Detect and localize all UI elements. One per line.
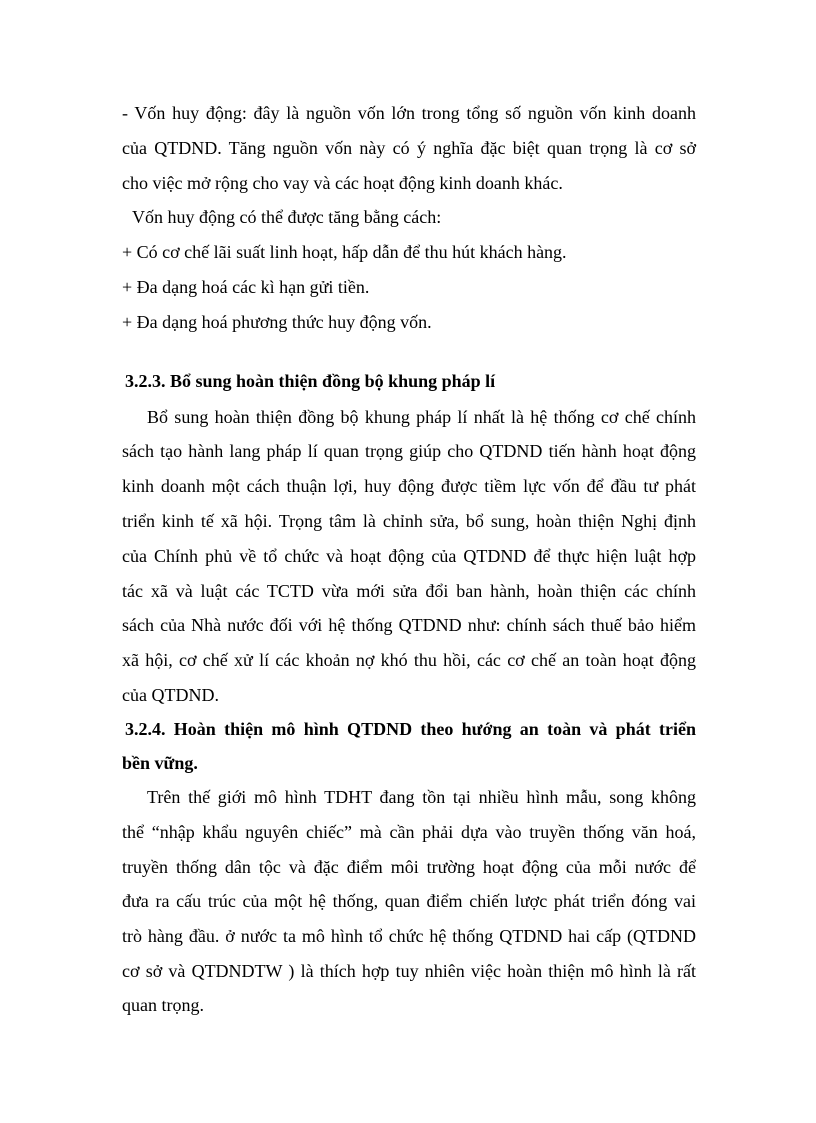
list-item: + Đa dạng hoá các kì hạn gửi tiền.	[122, 277, 370, 297]
text-line: quan trọng.	[122, 995, 204, 1015]
text-line: của QTDND.	[122, 685, 219, 705]
section-heading: 3.2.3. Bổ sung hoàn thiện đồng bộ khung pháp lí	[125, 371, 496, 391]
text-line: triển kinh tế xã hội. Trọng tâm là chỉnh sửa, bổ sung, hoàn thiện Nghị định	[122, 511, 696, 531]
section-heading-continued: bền vững.	[122, 753, 198, 773]
text-line: đưa ra cấu trúc của một hệ thống, quan điểm chiến lược phát triển đóng vai	[122, 891, 696, 911]
text-line: truyền thống dân tộc và đặc điểm môi trường hoạt động của mỗi nước để	[122, 857, 696, 877]
text-line: Trên thế giới mô hình TDHT đang tồn tại nhiều hình mẫu, song không	[147, 787, 696, 807]
text-line: sách của Nhà nước đối với hệ thống QTDND như: chính sách thuế bảo hiểm	[122, 615, 696, 635]
text-line: kinh doanh một cách thuận lợi, huy động được tiềm lực vốn để đầu tư phát	[122, 476, 696, 496]
list-item: + Có cơ chế lãi suất linh hoạt, hấp dẫn để thu hút khách hàng.	[122, 242, 567, 262]
text-line: Bổ sung hoàn thiện đồng bộ khung pháp lí nhất là hệ thống cơ chế chính	[147, 407, 696, 427]
text-line: sách tạo hành lang pháp lí quan trọng giúp cho QTDND tiến hành hoạt động	[122, 441, 696, 461]
text-line: tác xã và luật các TCTD vừa mới sửa đổi ban hành, hoàn thiện các chính	[122, 581, 696, 601]
text-line: của QTDND. Tăng nguồn vốn này có ý nghĩa đặc biệt quan trọng là cơ sở	[122, 138, 696, 158]
text-line: của Chính phủ về tổ chức và hoạt động của QTDND để thực hiện luật hợp	[122, 546, 696, 566]
text-line: trò hàng đầu. ở nước ta mô hình tổ chức hệ thống QTDND hai cấp (QTDND	[122, 926, 696, 946]
text-line: - Vốn huy động: đây là nguồn vốn lớn trong tổng số nguồn vốn kinh doanh	[122, 103, 696, 123]
text-line: cơ sở và QTDNDTW ) là thích hợp tuy nhiên việc hoàn thiện mô hình là rất	[122, 961, 696, 981]
text-line: thể “nhập khẩu nguyên chiếc” mà cần phải dựa vào truyền thống văn hoá,	[122, 822, 696, 842]
list-item: + Đa dạng hoá phương thức huy động vốn.	[122, 312, 432, 332]
text-line: Vốn huy động có thể được tăng bằng cách:	[132, 207, 442, 227]
text-line: xã hội, cơ chế xử lí các khoản nợ khó thu hồi, các cơ chế an toàn hoạt động	[122, 650, 696, 670]
section-heading: 3.2.4. Hoàn thiện mô hình QTDND theo hướng an toàn và phát triển	[125, 719, 696, 739]
text-line: cho việc mở rộng cho vay và các hoạt động kinh doanh khác.	[122, 173, 563, 193]
